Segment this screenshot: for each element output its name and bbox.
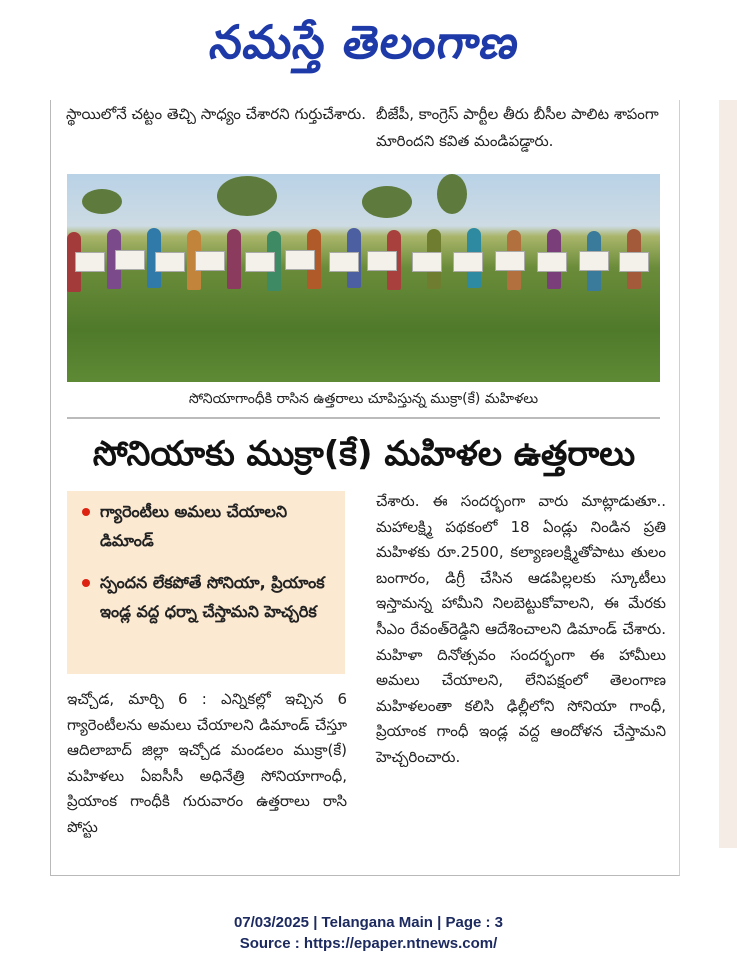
news-photo xyxy=(67,174,660,382)
bullet-icon xyxy=(82,508,90,516)
article-body-right: చేశారు. ఈ సందర్భంగా వారు మాట్లాడుతూ.. మహాలక్ష్మి పథకంలో 18 ఏండ్లు నిండిన ప్రతి మహిళకు రూ.2500, కల్యాణలక్ష్మితోపాటు తులం బంగారం, డిగ్రీ చేసిన ఆడపిల్లలకు స్కూటీలు ఇస్తామన్న హామీని నిలబెట్టుకోవాలని, ఈ మేరకు సీఎం రేవంత్‌రెడ్డిని ఆదేశించాలని డిమాండ్ చేశారు. మహిళా దినోత్సవం సందర్భంగా ఈ హామీలు అమలు చేయాలని, లేనిపక్షంలో తెలంగాణ మహిళలంతా కలిసి ఢిల్లీలోని సోనియా గాంధీ, ప్రియాంక గాంధీ ఇండ్ల వద్ద ఆందోళన చేస్తామని హెచ్చరించారు. xyxy=(376,492,666,766)
placard xyxy=(412,252,442,272)
adjacent-column-edge xyxy=(719,100,737,848)
placard xyxy=(619,252,649,272)
placard xyxy=(75,252,105,272)
photo-caption: సోనియాగాంధీకి రాసిన ఉత్తరాలు చూపిస్తున్న ముక్రా(కే) మహిళలు xyxy=(188,391,539,407)
placard xyxy=(579,251,609,271)
tree-shape xyxy=(362,186,412,218)
highlight-item: గ్యారెంటీలు అమలు చేయాలని డిమాండ్ xyxy=(82,497,344,555)
placard xyxy=(367,251,397,271)
article-headline: సోనియాకు ముక్రా(కే) మహిళల ఉత్తరాలు xyxy=(92,434,636,474)
tree-shape xyxy=(437,174,467,214)
previous-article-snippet-right: బీజేపీ, కాంగ్రెస్ పార్టీల తీరు బీసీల పాలిట శాపంగా మారిందని కవిత మండిపడ్డారు. xyxy=(376,105,659,150)
placard xyxy=(245,252,275,272)
edition-info: 07/03/2025 | Telangana Main | Page : 3 xyxy=(233,914,504,931)
placard xyxy=(155,252,185,272)
placard xyxy=(115,250,145,270)
article-body-left: ఇచ్చోడ, మార్చి 6 : ఎన్నికల్లో ఇచ్చిన 6 గ్యారెంటీలను అమలు చేయాలని డిమాండ్ చేస్తూ ఆదిలాబాద్ జిల్లా ఇచ్చోడ మండలం ముక్రా(కే) మహిళలు ఏఐసీసీ అధినేత్రి సోనియాగాంధీ, ప్రియాంక గాంధీకి గురువారం ఉత్తరాలు రాసి పోస్టు xyxy=(67,690,347,836)
page-footer xyxy=(0,912,737,954)
placard xyxy=(495,251,525,271)
person-figure xyxy=(227,229,241,289)
placard xyxy=(285,250,315,270)
placard xyxy=(537,252,567,272)
source-link[interactable]: Source : https://epaper.ntnews.com/ xyxy=(239,935,498,952)
placard xyxy=(195,251,225,271)
highlight-item: స్పందన లేకపోతే సోనియా, ప్రియాంక ఇండ్ల వద్ద ధర్నా చేస్తామని హెచ్చరిక xyxy=(82,568,344,626)
bullet-icon xyxy=(82,579,90,587)
tree-shape xyxy=(217,176,277,216)
newspaper-masthead: నమస్తే తెలంగాణ xyxy=(206,15,524,69)
tree-shape xyxy=(82,189,122,214)
placard xyxy=(453,252,483,272)
caption-divider xyxy=(67,417,660,419)
placard xyxy=(329,252,359,272)
previous-article-snippet-left: స్థాయిలోనే చట్టం తెచ్చి సాధ్యం చేశారని గుర్తుచేశారు. xyxy=(66,105,366,123)
